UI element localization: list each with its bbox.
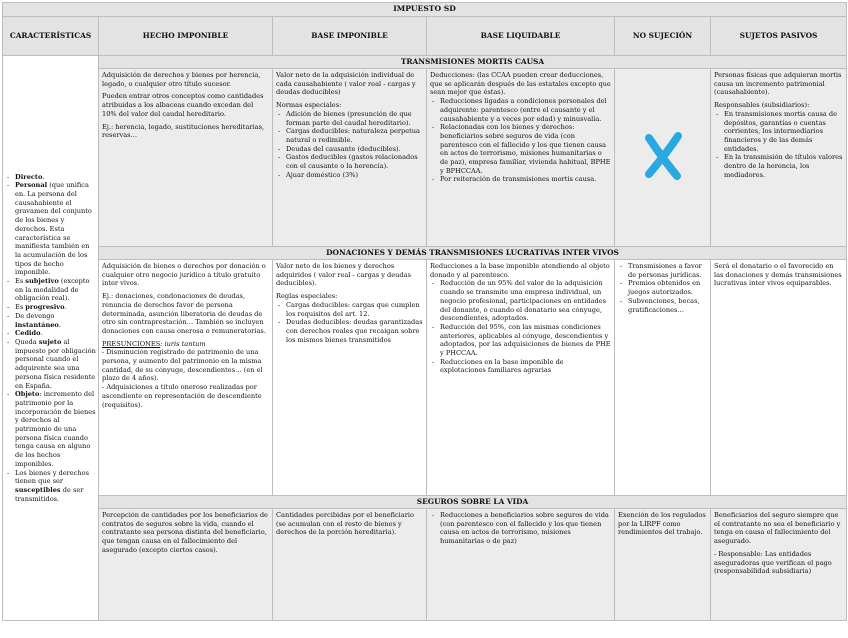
don-hecho-p2: Ej.: donaciones, condonaciones de deudas, renuncia de derechos favor de persona determinada, asunción liberatoria de deudas de otro sin contraprestación… También se incluyen donaciones con causa onerosa o remuneratorias. [102,292,266,335]
don-nosuj-list [618,262,707,314]
seguros-base: Cantidades percibidas por el beneficiario (se acumulan con el resto de bienes y derechos de la porción hereditaria). [273,509,427,621]
don-hecho-p3: - Disminución registrado de patrimonio de una persona, y aumento del patrimonio en la misma cantidad, de su cónyuge, descendientes… (en el plazo de 4 años). [102,348,263,383]
characteristics-cell [3,56,99,621]
mortis-base-list [276,110,423,180]
seg-liq-list [430,511,611,546]
don-base-list [276,301,423,345]
mortis-sujetos [711,69,847,247]
tax-table [2,2,847,621]
don-hecho-p4: - Adquisiciones a título oneroso realizadas por ascendiente en representación de descendiente (requisitos). [102,383,262,409]
mortis-hecho-p2: Pueden entrar otros conceptos como cantidades atribuidas a los albaceas cuando excedan del 10% del valor del caudal hereditario. [102,92,264,118]
list-item: - Cargas deducibles: naturaleza perpetua natural o redimible. [286,127,423,144]
list-item: - Subvenciones, becas, gratificaciones… [628,297,707,314]
list-item: - Reducciones en la base imponible de explotaciones familiares agrarias [440,358,611,375]
don-base-intro: Valor neto de los bienes y derechos adquiridos ( valor real - cargas y deudas deducibles). [276,262,411,288]
donaciones-base [273,260,427,496]
section-title-seguros: SEGUROS SOBRE LA VIDA [99,496,847,509]
list-item: - Relacionadas con los bienes y derechos: beneficiarios sobre seguros de vida (con parentesco con el fallecido y los que tienen causa en actos de terrorismo, misiones humanitarias o de paz), empresa familiar, vivienda habitual, BPHE y BPHCCAA. [440,123,611,175]
seguros-sujetos [711,509,847,621]
list-item: - Cargas deducibles: cargas que cumplen los requisitos del art. 12. [286,301,423,318]
characteristic-keyword: Cedido [15,329,41,338]
characteristic-item: - Es subjetivo (excepto en la modalidad de obligación real). [15,277,96,303]
mortis-hecho [99,69,273,247]
seguros-liquidable [427,509,615,621]
donaciones-no-sujecion [615,260,711,496]
don-hecho-p1: Adquisición de bienes o derechos por donación o cualquier otro negocio jurídico a título gratuito inter vivos. [102,262,266,288]
mortis-sujetos-label: Responsables (subsidiarios): [714,101,810,110]
don-presunciones-suffix: : iuris tantum [160,339,206,348]
don-liq-list [430,279,611,375]
characteristic-keyword: susceptibles [15,485,61,494]
list-item: - Reducción del 95%, con las mismas condiciones anteriores, aplicables al cónyuge, descendientes y adoptados, por las adquisiciones de bienes de PHE y PHCCAA. [440,323,611,358]
cross-mark-icon [643,130,683,182]
characteristic-item: - Es progresivo. [15,303,96,312]
seguros-hecho: Percepción de cantidades por los beneficiarios de contratos de seguros sobre la vida, cuando el contratante sea persona distinta del beneficiario, que tengan causa en el fallecimiento del asegurado (excepto ciertos casos). [99,509,273,621]
mortis-hecho-p3: Ej.: herencia, legado, sustituciones hereditarias, reservas… [102,122,265,140]
section-title-mortis: TRANSMISIONES MORTIS CAUSA [99,56,847,69]
list-item: - Transmisiones a favor de personas jurídicas. [628,262,707,279]
mortis-liquidable [427,69,615,247]
don-base-label: Reglas especiales: [276,292,338,301]
list-item: - Reducción de un 95% del valor de la adquisición cuando se transmite una empresa individual, un negocio profesional, participaciones en entidades del donante, o cuando el donatario sea cónyuge, descendientes, adoptados. [440,279,611,323]
characteristic-keyword: instantáneo [15,320,59,329]
mortis-liq-list [430,97,611,184]
characteristic-item: - De devengo instantáneo. [15,312,96,329]
header-no-sujecion: NO SUJECIÓN [615,17,711,56]
mortis-sujetos-intro: Personas físicas que adquieran mortis causa un incremento patrimonial (causahabiente). [714,71,842,97]
characteristic-item: - Los bienes y derechos tienen que ser susceptibles de ser transmitidos. [15,469,96,504]
characteristic-keyword: sujeto [38,338,62,346]
characteristic-keyword: Objeto [15,390,40,399]
don-liq-intro: Reducciones a la base imponible atendiendo al objeto donado y al parentesco. [430,262,610,279]
mortis-base-intro: Valor neto de la adquisición individual de cada causahabiente ( valor real - cargas y deudas deducibles) [276,71,416,97]
seg-sujetos-p1: Beneficiarios del seguro siempre que el contratante no sea el beneficiario y tenga en causa el fallecimiento del asegurado. [714,511,841,546]
characteristics-list [5,173,96,504]
list-item: - Reducciones ligadas a condiciones personales del adquirente: parentesco (entre el causante y el causahabiente y a veces por edad) y minusvalía. [440,97,611,123]
don-presunciones [102,340,269,349]
mortis-sujetos-list [714,110,843,180]
donaciones-liquidable [427,260,615,496]
characteristic-keyword: Directo [15,172,43,181]
header-base-imponible: BASE IMPONIBLE [273,17,427,56]
mortis-liq-intro: Deducciones: (las CCAA pueden crear deducciones, que se aplicarán después de las estatales excepto que sean mejor que éstas). [430,71,611,97]
list-item: - Ajuar doméstico (3%) [286,171,423,180]
list-item: - Adición de bienes (presunción de que forman parte del caudal hereditario). [286,110,423,127]
characteristic-keyword: progresivo [25,303,65,312]
donaciones-sujetos: Será el donatario o el favorecido en las donaciones y demás transmisiones lucrativas inter vivos equiparables. [711,260,847,496]
list-item: - Por reiteración de transmisiones mortis causa. [440,175,611,184]
list-item: - Gastos deducibles (gastos relacionados con el causante o la herencia). [286,153,423,170]
list-item: - En transmisiones mortis causa de depósitos, garantías o cuentas corrientes, los intermediarios financieros y de las demás entidades. [724,110,843,154]
list-item: - Deudas deducibles: deudas garantizadas con derechos reales que recaigan sobre los mismos bienes transmitidos [286,318,423,344]
mortis-no-sujecion [615,69,711,247]
list-item: - Reducciones a beneficiarios sobre seguros de vida (con parentesco con el fallecido y los que tienen causa en actos de terrorismo, misiones humanitarias o de paz) [440,511,611,546]
list-item: - Deudas del causante (deducibles). [286,145,423,154]
characteristic-item: - Objeto: incremento del patrimonio por la incorporación de bienes y derechos al patrimonio de una persona física cuando tenga causa en alguno de los hechos imponibles. [15,390,96,468]
seguros-no-sujecion: Exención de los regulados por la LIRPF como rendimientos del trabajo. [615,509,711,621]
header-hecho-imponible: HECHO IMPONIBLE [99,17,273,56]
characteristic-item: - Cedido. [15,329,96,338]
list-item: - En la transmisión de títulos valores dentro de la herencia, los mediadores. [724,153,843,179]
characteristic-keyword: subjetivo [25,277,59,286]
donaciones-hecho [99,260,273,496]
characteristic-item: - Personal (que unifica en. La persona del causahabiente el gravamen del conjunto de los bienes y derechos. Esta característica se manifiesta también en la acumulación de los tipos de hecho imponible. [15,181,96,277]
header-sujetos-pasivos: SUJETOS PASIVOS [711,17,847,56]
header-base-liquidable: BASE LIQUIDABLE [427,17,615,56]
mortis-base-label: Normas especiales: [276,101,342,110]
seg-sujetos-p2: - Responsable: Las entidades aseguradoras que verifican el pago (responsabilidad subsidiaria) [714,549,832,576]
characteristic-item: - Directo. [15,173,96,182]
characteristic-item: - Queda sujeto al impuesto por obligación personal cuando el adquirente sea una persona física residente en España. [15,338,96,390]
header-caracteristicas: CARACTERÍSTICAS [3,17,99,56]
mortis-hecho-p1: Adquisición de derechos y bienes por herencia, legado, o cualquier otro título sucesor. [102,71,261,88]
table-title: IMPUESTO SD [3,3,847,17]
list-item: - Premios obtenidos en juegos autorizados. [628,279,707,296]
mortis-base [273,69,427,247]
don-presunciones-label: PRESUNCIONES [102,339,161,348]
characteristic-keyword: Personal [15,181,48,190]
section-title-donaciones: DONACIONES Y DEMÁS TRANSMISIONES LUCRATIVAS INTER VIVOS [99,247,847,260]
